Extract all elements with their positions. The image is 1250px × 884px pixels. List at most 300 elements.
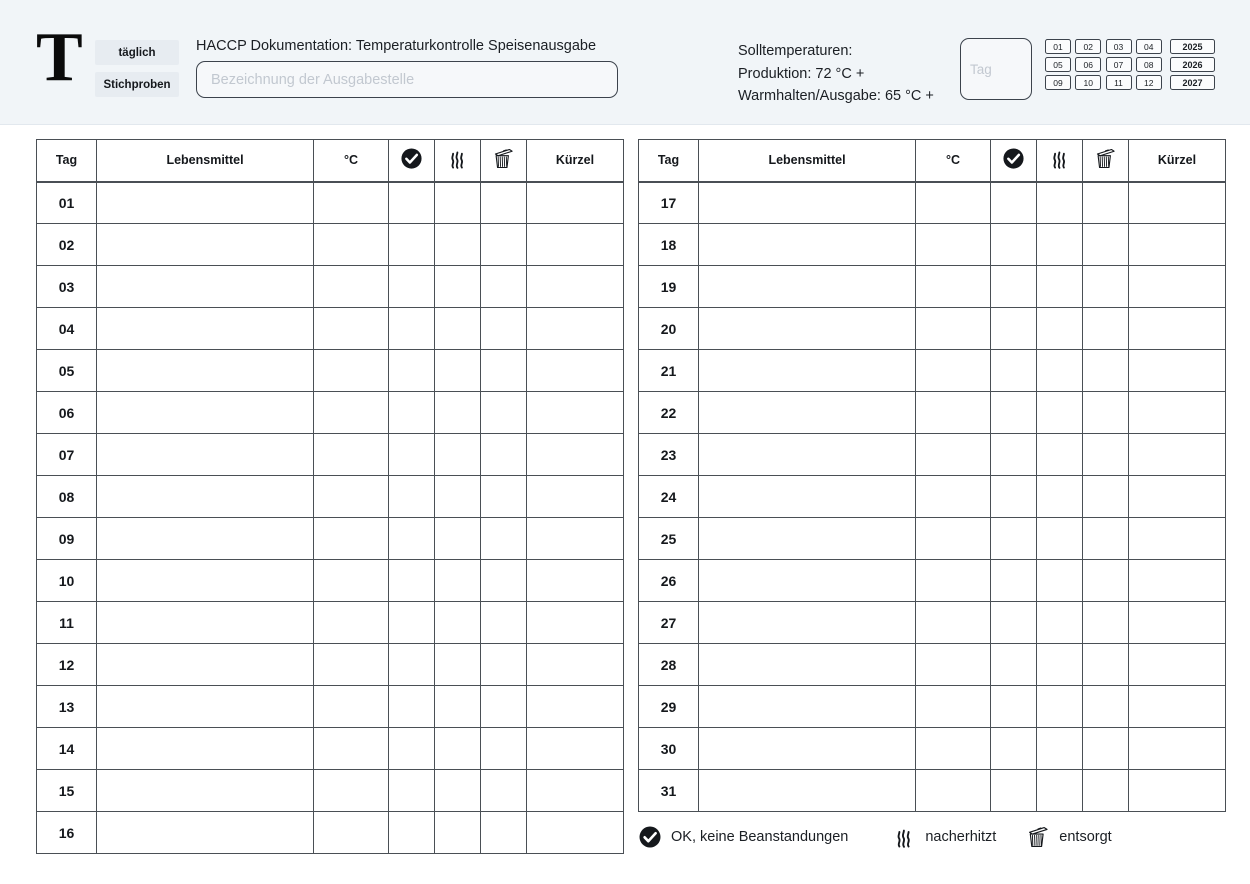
table-row (639, 224, 1226, 266)
cell-trash[interactable] (1083, 182, 1129, 224)
cell-temp[interactable] (314, 476, 389, 518)
cell-trash[interactable] (481, 350, 527, 392)
cell-temp[interactable] (916, 266, 991, 308)
cell-short[interactable] (1129, 224, 1226, 266)
cell-short[interactable] (1129, 434, 1226, 476)
cell-ok[interactable] (389, 434, 435, 476)
column-header-tag: Tag (639, 140, 699, 182)
cell-trash[interactable] (1083, 434, 1129, 476)
cell-heat[interactable] (1037, 518, 1083, 560)
cell-short[interactable] (1129, 266, 1226, 308)
cell-food[interactable] (97, 434, 314, 476)
cell-short[interactable] (1129, 350, 1226, 392)
cell-short[interactable] (527, 476, 624, 518)
cell-ok[interactable] (389, 770, 435, 812)
mode-button-taeglich[interactable]: täglich (95, 40, 179, 65)
temperature-table-right (638, 139, 1226, 812)
cell-food[interactable] (97, 602, 314, 644)
cell-heat[interactable] (435, 812, 481, 854)
cell-food[interactable] (699, 266, 916, 308)
table-row (639, 770, 1226, 812)
cell-heat[interactable] (1037, 602, 1083, 644)
cell-temp[interactable] (916, 686, 991, 728)
cell-ok[interactable] (389, 266, 435, 308)
year-button-2026[interactable]: 2026 (1170, 57, 1215, 72)
cell-short[interactable] (527, 518, 624, 560)
cell-trash[interactable] (1083, 350, 1129, 392)
cell-trash[interactable] (1083, 686, 1129, 728)
cell-food[interactable] (97, 308, 314, 350)
page-header (0, 0, 1250, 125)
row-day-label: 19 (639, 266, 699, 308)
cell-short[interactable] (1129, 518, 1226, 560)
cell-short[interactable] (527, 728, 624, 770)
row-day-label: 09 (37, 518, 97, 560)
legend-label: nacherhitzt (925, 829, 997, 845)
row-day-label: 14 (37, 728, 97, 770)
cell-food[interactable] (699, 182, 916, 224)
month-button-06[interactable]: 06 (1075, 57, 1101, 72)
row-day-label: 03 (37, 266, 97, 308)
table-row (639, 434, 1226, 476)
cell-heat[interactable] (1037, 350, 1083, 392)
cell-short[interactable] (527, 182, 624, 224)
cell-food[interactable] (97, 644, 314, 686)
cell-heat[interactable] (435, 350, 481, 392)
cell-heat[interactable] (435, 308, 481, 350)
legend-item-trash (1026, 825, 1111, 849)
cell-trash[interactable] (1083, 476, 1129, 518)
row-day-label: 30 (639, 728, 699, 770)
cell-short[interactable] (1129, 602, 1226, 644)
cell-ok[interactable] (389, 560, 435, 602)
table-row (37, 392, 624, 434)
column-header-food: Lebensmittel (699, 140, 916, 182)
table-row (37, 266, 624, 308)
cell-heat[interactable] (1037, 308, 1083, 350)
mode-button-stichproben[interactable]: Stichproben (95, 72, 179, 97)
cell-short[interactable] (527, 644, 624, 686)
table-body (37, 182, 624, 854)
cell-food[interactable] (97, 812, 314, 854)
table-header-row (639, 140, 1226, 182)
cell-ok[interactable] (389, 392, 435, 434)
temperature-table-left (36, 139, 624, 854)
table-row (37, 434, 624, 476)
cell-temp[interactable] (314, 434, 389, 476)
cell-temp[interactable] (916, 224, 991, 266)
target-temp-warmhalten: Warmhalten/Ausgabe: 65 °C + (738, 88, 934, 104)
cell-short[interactable] (527, 560, 624, 602)
table-row (37, 182, 624, 224)
month-button-12[interactable]: 12 (1136, 75, 1162, 90)
cell-temp[interactable] (314, 266, 389, 308)
cell-trash[interactable] (1083, 266, 1129, 308)
cell-food[interactable] (699, 560, 916, 602)
cell-food[interactable] (699, 770, 916, 812)
cell-temp[interactable] (916, 476, 991, 518)
year-selector (1170, 39, 1215, 90)
cell-temp[interactable] (314, 728, 389, 770)
target-temperatures (738, 40, 934, 108)
table-row (37, 812, 624, 854)
cell-ok[interactable] (991, 602, 1037, 644)
month-button-07[interactable]: 07 (1106, 57, 1132, 72)
table-header-row (37, 140, 624, 182)
cell-food[interactable] (699, 602, 916, 644)
cell-ok[interactable] (991, 308, 1037, 350)
row-day-label: 27 (639, 602, 699, 644)
legend-item-steam (892, 825, 996, 849)
cell-trash[interactable] (481, 518, 527, 560)
cell-heat[interactable] (435, 434, 481, 476)
cell-ok[interactable] (389, 812, 435, 854)
check-circle-icon (638, 825, 662, 849)
cell-heat[interactable] (435, 728, 481, 770)
cell-short[interactable] (1129, 308, 1226, 350)
month-button-04[interactable]: 04 (1136, 39, 1162, 54)
column-header-food: Lebensmittel (97, 140, 314, 182)
cell-trash[interactable] (1083, 518, 1129, 560)
cell-food[interactable] (699, 308, 916, 350)
cell-heat[interactable] (1037, 476, 1083, 518)
cell-food[interactable] (97, 266, 314, 308)
cell-food[interactable] (699, 644, 916, 686)
cell-heat[interactable] (435, 560, 481, 602)
cell-ok[interactable] (991, 518, 1037, 560)
cell-trash[interactable] (1083, 224, 1129, 266)
day-input[interactable] (960, 38, 1032, 100)
cell-ok[interactable] (991, 266, 1037, 308)
cell-food[interactable] (97, 224, 314, 266)
cell-food[interactable] (699, 434, 916, 476)
cell-food[interactable] (699, 686, 916, 728)
cell-ok[interactable] (389, 518, 435, 560)
table-row (37, 308, 624, 350)
table-row (37, 518, 624, 560)
row-day-label: 18 (639, 224, 699, 266)
cell-food[interactable] (97, 392, 314, 434)
column-header-temp: °C (916, 140, 991, 182)
cell-ok[interactable] (389, 350, 435, 392)
table-row (639, 518, 1226, 560)
cell-food[interactable] (97, 560, 314, 602)
cell-short[interactable] (1129, 182, 1226, 224)
cell-trash[interactable] (481, 476, 527, 518)
table-row (639, 728, 1226, 770)
cell-heat[interactable] (435, 602, 481, 644)
cell-ok[interactable] (389, 224, 435, 266)
month-button-11[interactable]: 11 (1106, 75, 1132, 90)
steam-icon (892, 825, 916, 849)
row-day-label: 28 (639, 644, 699, 686)
cell-temp[interactable] (314, 770, 389, 812)
cell-short[interactable] (527, 812, 624, 854)
cell-food[interactable] (97, 182, 314, 224)
row-day-label: 21 (639, 350, 699, 392)
column-header-heat (1037, 140, 1083, 182)
cell-heat[interactable] (435, 518, 481, 560)
steam-icon (1048, 147, 1071, 170)
cell-heat[interactable] (1037, 728, 1083, 770)
row-day-label: 17 (639, 182, 699, 224)
year-button-2027[interactable]: 2027 (1170, 75, 1215, 90)
table-row (37, 644, 624, 686)
cell-short[interactable] (1129, 770, 1226, 812)
cell-temp[interactable] (916, 518, 991, 560)
cell-temp[interactable] (916, 728, 991, 770)
table-row (639, 308, 1226, 350)
cell-ok[interactable] (991, 392, 1037, 434)
row-day-label: 24 (639, 476, 699, 518)
cell-trash[interactable] (1083, 560, 1129, 602)
column-header-ok (991, 140, 1037, 182)
cell-ok[interactable] (389, 476, 435, 518)
cell-temp[interactable] (314, 644, 389, 686)
cell-trash[interactable] (481, 686, 527, 728)
year-button-2025[interactable]: 2025 (1170, 39, 1215, 54)
cell-ok[interactable] (991, 770, 1037, 812)
cell-trash[interactable] (481, 560, 527, 602)
cell-trash[interactable] (481, 602, 527, 644)
cell-ok[interactable] (389, 644, 435, 686)
cell-short[interactable] (527, 602, 624, 644)
cell-trash[interactable] (481, 434, 527, 476)
row-day-label: 31 (639, 770, 699, 812)
cell-trash[interactable] (1083, 644, 1129, 686)
cell-heat[interactable] (435, 644, 481, 686)
table-row (37, 224, 624, 266)
cell-ok[interactable] (389, 686, 435, 728)
cell-food[interactable] (699, 224, 916, 266)
steam-icon (446, 147, 469, 170)
cell-short[interactable] (1129, 728, 1226, 770)
cell-trash[interactable] (481, 224, 527, 266)
month-button-03[interactable]: 03 (1106, 39, 1132, 54)
cell-ok[interactable] (389, 308, 435, 350)
month-button-10[interactable]: 10 (1075, 75, 1101, 90)
table-row (639, 560, 1226, 602)
row-day-label: 01 (37, 182, 97, 224)
cell-food[interactable] (699, 728, 916, 770)
cell-short[interactable] (1129, 392, 1226, 434)
cell-food[interactable] (699, 392, 916, 434)
column-header-short: Kürzel (527, 140, 624, 182)
table-body (639, 182, 1226, 812)
cell-ok[interactable] (991, 560, 1037, 602)
cell-temp[interactable] (314, 350, 389, 392)
table-head (37, 140, 624, 182)
column-header-short: Kürzel (1129, 140, 1226, 182)
cell-temp[interactable] (916, 602, 991, 644)
cell-heat[interactable] (435, 182, 481, 224)
cell-ok[interactable] (991, 728, 1037, 770)
cell-trash[interactable] (481, 266, 527, 308)
cell-short[interactable] (527, 686, 624, 728)
row-day-label: 22 (639, 392, 699, 434)
cell-temp[interactable] (916, 350, 991, 392)
column-header-temp: °C (314, 140, 389, 182)
column-header-trash (1083, 140, 1129, 182)
check-circle-icon (400, 147, 423, 170)
cell-heat[interactable] (435, 770, 481, 812)
cell-food[interactable] (699, 518, 916, 560)
cell-heat[interactable] (435, 476, 481, 518)
cell-food[interactable] (97, 476, 314, 518)
cell-heat[interactable] (1037, 434, 1083, 476)
mode-button-group (95, 40, 179, 104)
cell-temp[interactable] (916, 182, 991, 224)
legend-label: entsorgt (1059, 829, 1112, 845)
cell-temp[interactable] (916, 770, 991, 812)
cell-short[interactable] (1129, 560, 1226, 602)
cell-temp[interactable] (314, 308, 389, 350)
table-row (37, 560, 624, 602)
month-selector (1045, 39, 1163, 90)
row-day-label: 23 (639, 434, 699, 476)
column-header-ok (389, 140, 435, 182)
table-row (639, 182, 1226, 224)
cell-temp[interactable] (916, 644, 991, 686)
month-button-09[interactable]: 09 (1045, 75, 1071, 90)
row-day-label: 12 (37, 644, 97, 686)
table-row (37, 728, 624, 770)
cell-temp[interactable] (314, 224, 389, 266)
table-row (37, 602, 624, 644)
trash-icon (492, 147, 515, 170)
cell-trash[interactable] (481, 728, 527, 770)
row-day-label: 05 (37, 350, 97, 392)
cell-ok[interactable] (991, 434, 1037, 476)
cell-heat[interactable] (435, 686, 481, 728)
cell-short[interactable] (527, 308, 624, 350)
row-day-label: 20 (639, 308, 699, 350)
row-day-label: 07 (37, 434, 97, 476)
cell-heat[interactable] (435, 266, 481, 308)
column-header-heat (435, 140, 481, 182)
cell-food[interactable] (97, 770, 314, 812)
cell-food[interactable] (699, 476, 916, 518)
cell-temp[interactable] (314, 182, 389, 224)
cell-food[interactable] (97, 518, 314, 560)
cell-heat[interactable] (1037, 560, 1083, 602)
table-row (639, 602, 1226, 644)
cell-temp[interactable] (314, 392, 389, 434)
cell-short[interactable] (1129, 644, 1226, 686)
cell-temp[interactable] (916, 308, 991, 350)
month-button-01[interactable]: 01 (1045, 39, 1071, 54)
cell-trash[interactable] (481, 308, 527, 350)
table-row (639, 392, 1226, 434)
cell-trash[interactable] (481, 644, 527, 686)
cell-short[interactable] (1129, 686, 1226, 728)
row-day-label: 13 (37, 686, 97, 728)
month-button-05[interactable]: 05 (1045, 57, 1071, 72)
cell-heat[interactable] (435, 224, 481, 266)
cell-ok[interactable] (991, 686, 1037, 728)
row-day-label: 08 (37, 476, 97, 518)
row-day-label: 11 (37, 602, 97, 644)
cell-heat[interactable] (1037, 770, 1083, 812)
cell-trash[interactable] (481, 392, 527, 434)
cell-short[interactable] (527, 434, 624, 476)
cell-ok[interactable] (389, 602, 435, 644)
cell-ok[interactable] (991, 182, 1037, 224)
month-button-08[interactable]: 08 (1136, 57, 1162, 72)
trash-icon (1094, 147, 1117, 170)
cell-trash[interactable] (1083, 308, 1129, 350)
check-circle-icon (1002, 147, 1025, 170)
target-temp-produktion: Produktion: 72 °C + (738, 65, 865, 82)
cell-heat[interactable] (1037, 182, 1083, 224)
cell-trash[interactable] (1083, 770, 1129, 812)
cell-ok[interactable] (389, 728, 435, 770)
cell-temp[interactable] (314, 560, 389, 602)
cell-trash[interactable] (481, 812, 527, 854)
cell-trash[interactable] (1083, 602, 1129, 644)
cell-trash[interactable] (1083, 392, 1129, 434)
cell-food[interactable] (97, 728, 314, 770)
cell-heat[interactable] (435, 392, 481, 434)
table-row (639, 350, 1226, 392)
cell-temp[interactable] (916, 392, 991, 434)
cell-trash[interactable] (1083, 728, 1129, 770)
table-row (37, 476, 624, 518)
cell-trash[interactable] (481, 182, 527, 224)
document-title: HACCP Dokumentation: Temperaturkontrolle Speisenausgabe (196, 38, 597, 54)
cell-trash[interactable] (481, 770, 527, 812)
station-name-input[interactable] (196, 61, 618, 98)
cell-short[interactable] (527, 350, 624, 392)
legend-item-check-circle (638, 825, 848, 849)
cell-short[interactable] (527, 770, 624, 812)
row-day-label: 15 (37, 770, 97, 812)
table-row (37, 350, 624, 392)
cell-heat[interactable] (1037, 224, 1083, 266)
row-day-label: 29 (639, 686, 699, 728)
cell-ok[interactable] (991, 350, 1037, 392)
cell-temp[interactable] (916, 560, 991, 602)
cell-heat[interactable] (1037, 266, 1083, 308)
cell-food[interactable] (97, 350, 314, 392)
cell-temp[interactable] (314, 602, 389, 644)
target-temp-heading: Solltemperaturen: (738, 43, 853, 59)
cell-temp[interactable] (314, 812, 389, 854)
cell-ok[interactable] (991, 644, 1037, 686)
cell-heat[interactable] (1037, 392, 1083, 434)
cell-temp[interactable] (314, 686, 389, 728)
row-day-label: 02 (37, 224, 97, 266)
column-header-trash (481, 140, 527, 182)
cell-temp[interactable] (916, 434, 991, 476)
cell-food[interactable] (699, 350, 916, 392)
cell-ok[interactable] (389, 182, 435, 224)
cell-short[interactable] (1129, 476, 1226, 518)
cell-ok[interactable] (991, 476, 1037, 518)
cell-ok[interactable] (991, 224, 1037, 266)
table-row (639, 476, 1226, 518)
cell-heat[interactable] (1037, 686, 1083, 728)
cell-short[interactable] (527, 266, 624, 308)
cell-short[interactable] (527, 224, 624, 266)
row-day-label: 26 (639, 560, 699, 602)
cell-heat[interactable] (1037, 644, 1083, 686)
cell-short[interactable] (527, 392, 624, 434)
month-button-02[interactable]: 02 (1075, 39, 1101, 54)
row-day-label: 25 (639, 518, 699, 560)
cell-food[interactable] (97, 686, 314, 728)
cell-temp[interactable] (314, 518, 389, 560)
